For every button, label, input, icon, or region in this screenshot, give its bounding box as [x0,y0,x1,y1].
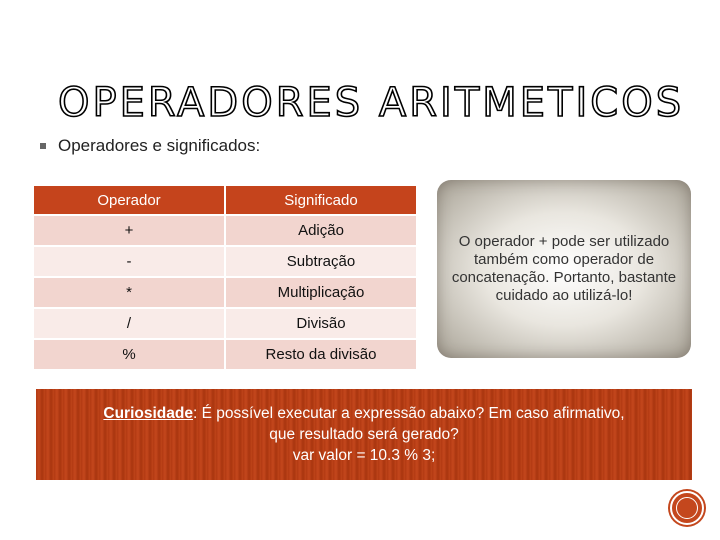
slide-title: OPERADORES ARITMETICOS [58,80,685,126]
table-row [34,246,416,277]
curiosity-keyword: Curiosidade [103,405,193,422]
meaning-cell: Divisão [225,308,416,339]
meaning-cell: Multiplicação [225,277,416,308]
meaning-cell: Adição [225,215,416,246]
curiosity-question: : É possível executar a expressão abaixo? Em caso afirmativo, [192,405,625,422]
operator-cell: * [34,277,225,308]
operator-cell: - [34,246,225,277]
table-row [34,277,416,308]
curiosity-box [36,389,692,480]
next-slide-button[interactable] [670,491,704,525]
bullet-text: Operadores e significados: [58,136,261,155]
concatenation-note [437,180,691,358]
bullet-item [40,136,260,156]
table-header-operator: Operador [34,186,225,215]
square-bullet-icon [40,143,46,149]
table-header-row [34,186,416,215]
meaning-cell: Resto da divisão [225,339,416,370]
table-row [34,215,416,246]
table-row [34,308,416,339]
table-header-meaning: Significado [225,186,416,215]
curiosity-line-2: que resultado será gerado? [269,426,459,443]
operator-cell: / [34,308,225,339]
operator-cell: + [34,215,225,246]
curiosity-line-1 [36,403,692,424]
meaning-cell: Subtração [225,246,416,277]
circle-icon [676,497,698,519]
table-row [34,339,416,370]
operators-table [34,186,416,371]
curiosity-code: var valor = 10.3 % 3; [292,447,436,464]
note-text: O operador + pode ser utilizado também como operador de concatenação. Portanto, bastante cuidado ao utilizá-lo! [451,233,677,304]
operator-cell: % [34,339,225,370]
